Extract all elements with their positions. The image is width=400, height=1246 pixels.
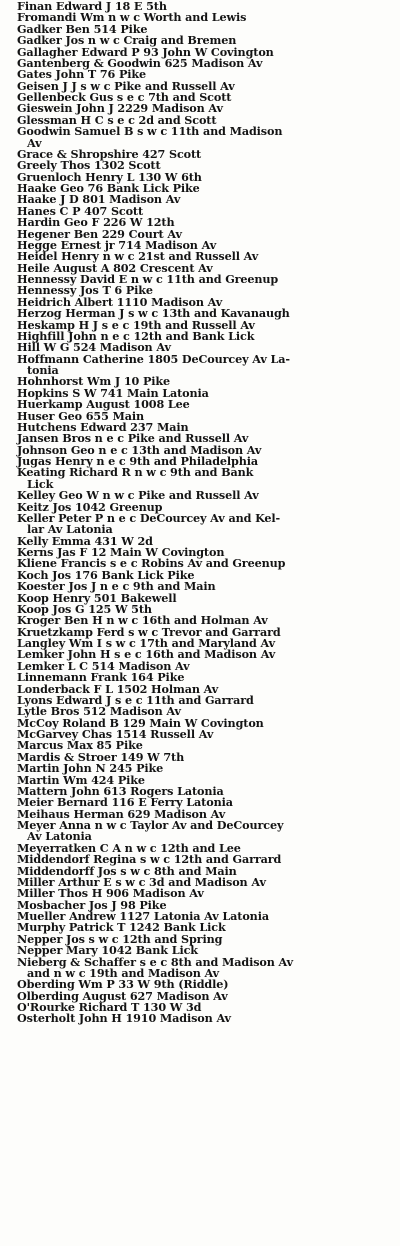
entry-text: Gellenbeck Gus s e c 7th and Scott <box>17 90 232 104</box>
entry-text: Lemker John H s e c 16th and Madison Av <box>17 647 276 662</box>
entry-text: O'Rourke Richard T 130 W 3d <box>17 1000 202 1014</box>
entry-text: Heile August A 802 Crescent Av <box>17 260 213 275</box>
entry-text: Highfill John n e c 12th and Bank Lick <box>17 328 255 343</box>
entry-text: Osterholt John H 1910 Madison Av <box>17 1011 231 1026</box>
entry-text: Heskamp H J s e c 19th and Russell Av <box>17 317 255 332</box>
entry-text: Jansen Bros n e c Pike and Russell Av <box>17 431 249 446</box>
directory-entry <box>17 1013 397 1024</box>
entry-continuation: lar Av Latonia <box>27 522 113 537</box>
entry-text: Gadker Jos n w c Craig and Bremen <box>17 33 237 48</box>
entry-text: Martin John N 245 Pike <box>17 761 164 776</box>
entry-text: Murphy Patrick T 1242 Bank Lick <box>17 920 226 935</box>
entry-text: Mardis & Stroer 149 W 7th <box>17 749 185 764</box>
entry-text: Marcus Max 85 Pike <box>17 738 143 753</box>
entry-text: Hardin Geo F 226 W 12th <box>17 215 175 230</box>
entry-text: Miller Arthur E s w c 3d and Madison Av <box>17 874 266 889</box>
entry-text: Mueller Andrew 1127 Latonia Av Latonia <box>17 909 269 923</box>
entry-text: Gantenberg & Goodwin 625 Madison Av <box>17 55 263 70</box>
entry-text: Kelly Emma 431 W 2d <box>17 533 153 548</box>
entry-text: Herzog Herman J s w c 13th and Kavanaugh <box>17 306 290 321</box>
entry-text: Keating Richard R n w c 9th and Bank <box>17 465 254 480</box>
directory-entry <box>17 510 397 537</box>
directory-entry <box>17 954 397 980</box>
entry-text: Hopkins S W 741 Main Latonia <box>17 385 209 400</box>
entry-text: McCoy Roland B 129 Main W Covington <box>17 715 264 730</box>
entry-text: Lytle Bros 512 Madison Av <box>17 704 181 719</box>
entry-text: Martin Wm 424 Pike <box>17 772 145 787</box>
directory-listing <box>17 1 397 1025</box>
entry-text: Kliene Francis s e c Robins Av and Greenup <box>17 556 286 571</box>
entry-text: Hennessy Jos T 6 Pike <box>17 283 153 298</box>
entry-text: Hill W G 524 Madison Av <box>17 340 171 355</box>
entry-text: Gruenloch Henry L 130 W 6th <box>17 169 202 184</box>
entry-text: Meihaus Herman 629 Madison Av <box>17 806 226 821</box>
entry-text: Gallagher Edward P 93 John W Covington <box>17 44 274 59</box>
entry-text: Lemker L C 514 Madison Av <box>17 658 190 673</box>
entry-text: Heidrich Albert 1110 Madison Av <box>17 294 223 309</box>
entry-text: Koester Jos J n e c 9th and Main <box>17 579 216 594</box>
entry-text: Mosbacher Jos J 98 Pike <box>17 897 167 912</box>
entry-text: Johnson Geo n e c 13th and Madison Av <box>17 442 262 457</box>
entry-text: Nepper Mary 1042 Bank Lick <box>17 943 198 958</box>
entry-text: Miller Thos H 906 Madison Av <box>17 886 204 901</box>
entry-text: Middendorff Jos s w c 8th and Main <box>17 863 237 878</box>
entry-text: Hegge Ernest jr 714 Madison Av <box>17 237 217 252</box>
entry-text: Huerkamp August 1008 Lee <box>17 397 190 412</box>
entry-text: Nepper Jos s w c 12th and Spring <box>17 931 223 946</box>
entry-text: Kruetzkamp Ferd s w c Trevor and Garrard <box>17 624 281 639</box>
entry-text: Langley Wm I s w c 17th and Maryland Av <box>17 636 275 650</box>
entry-text: Geisen J J s w c Pike and Russell Av <box>17 78 235 93</box>
directory-entry <box>17 351 397 377</box>
entry-text: Kerns Jas F 12 Main W Covington <box>17 545 225 559</box>
entry-text: Londerback F L 1502 Holman Av <box>17 681 219 696</box>
entry-text: Meyer Anna n w c Taylor Av and DeCourcey <box>17 818 284 832</box>
entry-text: Haake J D 801 Madison Av <box>17 192 181 207</box>
entry-text: Hennessy David E n w c 11th and Greenup <box>17 272 279 286</box>
entry-text: Nieberg & Schaffer s e c 8th and Madison Av <box>17 954 294 969</box>
entry-text: Hoffmann Catherine 1805 DeCourcey Av La- <box>17 351 290 366</box>
entry-text: Linnemann Frank 164 Pike <box>17 670 185 685</box>
entry-text: Fromandi Wm n w c Worth and Lewis <box>17 10 247 25</box>
entry-text: Koop Henry 501 Bakewell <box>17 590 177 605</box>
entry-text: Mattern John 613 Rogers Latonia <box>17 783 224 798</box>
entry-text: Haake Geo 76 Bank Lick Pike <box>17 181 200 195</box>
entry-text: Hutchens Edward 237 Main <box>17 419 189 434</box>
entry-text: Meyerratken C A n w c 12th and Lee <box>17 840 241 855</box>
entry-text: Glessman H C s e c 2d and Scott <box>17 112 217 127</box>
entry-text: Lyons Edward J s e c 11th and Garrard <box>17 692 254 707</box>
entry-text: McGarvey Chas 1514 Russell Av <box>17 727 214 741</box>
entry-text: Gates John T 76 Pike <box>17 67 147 82</box>
entry-text: Olberding August 627 Madison Av <box>17 988 228 1003</box>
entry-text: Middendorf Regina s w c 12th and Garrard <box>17 852 282 867</box>
entry-text: Grace & Shropshire 427 Scott <box>17 146 202 161</box>
directory-entry <box>17 467 397 490</box>
entry-text: Hohnhorst Wm J 10 Pike <box>17 374 170 389</box>
entry-text: Huser Geo 655 Main <box>17 408 145 423</box>
directory-entry <box>17 820 397 843</box>
entry-text: Keller Peter P n e c DeCourcey Av and Kel- <box>17 510 281 525</box>
entry-continuation: Av <box>27 135 42 150</box>
entry-continuation: and n w c 19th and Madison Av <box>27 965 219 980</box>
entry-text: Kroger Ben H n w c 16th and Holman Av <box>17 613 268 628</box>
entry-continuation: Lick <box>27 476 54 491</box>
entry-text: Oberding Wm P 33 W 9th (Riddle) <box>17 977 229 992</box>
entry-text: Goodwin Samuel B s w c 11th and Madison <box>17 124 283 139</box>
entry-text: Greely Thos 1302 Scott <box>17 158 161 173</box>
entry-text: Hegener Ben 229 Court Av <box>17 226 182 241</box>
entry-text: Finan Edward J 18 E 5th <box>17 0 167 13</box>
entry-text: Hanes C P 407 Scott <box>17 203 144 218</box>
entry-text: Meier Bernard 116 E Ferry Latonia <box>17 795 233 810</box>
entry-continuation: tonia <box>27 363 59 377</box>
entry-text: Kelley Geo W n w c Pike and Russell Av <box>17 488 259 503</box>
entry-text: Gieswein John J 2229 Madison Av <box>17 101 223 116</box>
entry-text: Koch Jos 176 Bank Lick Pike <box>17 567 195 582</box>
entry-text: Heidel Henry n w c 21st and Russell Av <box>17 249 259 264</box>
directory-entry <box>17 126 397 149</box>
entry-text: Keitz Jos 1042 Greenup <box>17 499 163 514</box>
entry-text: Jugas Henry n e c 9th and Philadelphia <box>17 454 259 468</box>
entry-text: Koop Jos G 125 W 5th <box>17 601 152 616</box>
entry-text: Gadker Ben 514 Pike <box>17 21 148 36</box>
entry-continuation: Av Latonia <box>27 829 92 844</box>
